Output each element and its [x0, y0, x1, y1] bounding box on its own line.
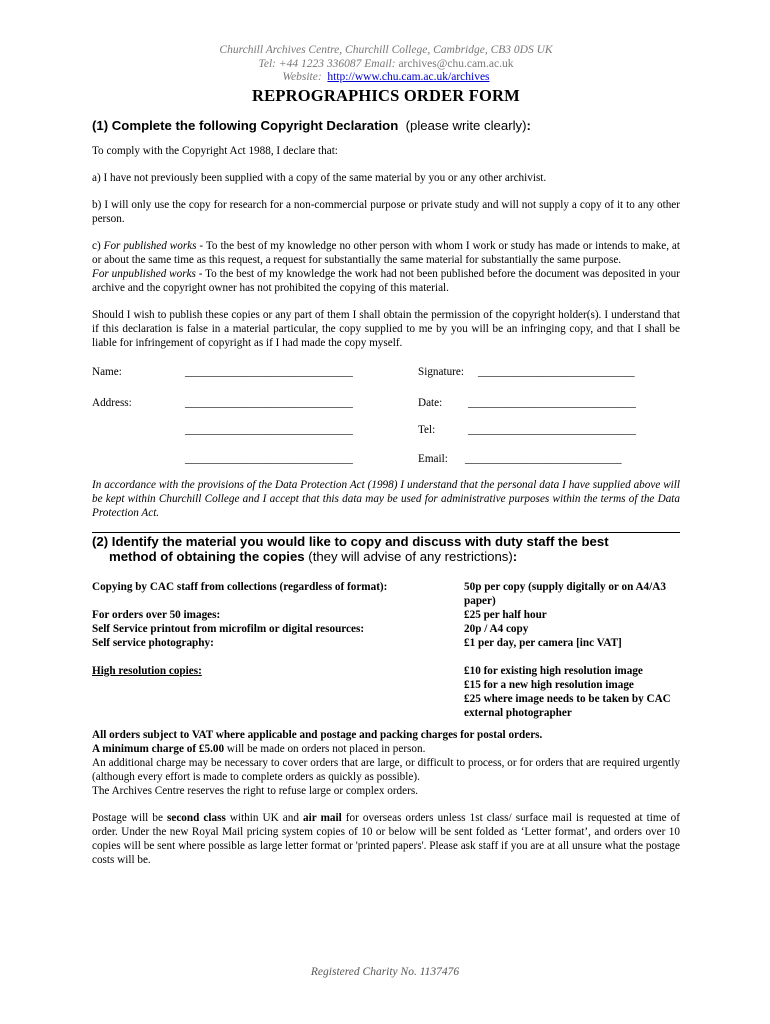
personal-details [92, 365, 680, 471]
declaration-publish: Should I wish to publish these copies or any part of them I shall obtain the permission of the copyright holder(s). I understand that if this declaration is false in a material particular, the copy supplied to me by you will be an infringing copy, and that I shall be liable for infringement of copyright as if I had made the copy myself. [92, 308, 680, 349]
date-label: Date: [418, 396, 443, 409]
website-link[interactable]: http://www.chu.cam.ac.uk/archives [327, 71, 490, 83]
address-field-2[interactable]: ______________________________ [185, 423, 353, 436]
header-contact [92, 58, 680, 72]
hires-label: High resolution copies: [92, 664, 202, 677]
postage-note: Postage will be second class within UK and air mail for overseas orders unless 1st class/ surface mail is requested at time of order. Under the new Royal Mail pricing system copies of 10 or below will be sent folded as ‘Letter format’, and orders over 10 copies will be sent where possible as large letter format or 'printed papers'. Please ask staff if you are at all unsure what the postage costs will be. [92, 811, 680, 866]
data-protection-statement: In accordance with the provisions of the Data Protection Act (1998) I understand that the personal data I have supplied above will be kept within Churchill College and I accept that this data may be used for administrative purposes within the terms of the Data Protection Act. [92, 478, 680, 519]
price-label: Self service photography: [92, 636, 214, 649]
declaration-b: b) I will only use the copy for research for a non-commercial purpose or private study and will not supply a copy of it to any other person. [92, 198, 680, 225]
signature-field[interactable]: ____________________________ [478, 365, 635, 378]
address-label: Address: [92, 396, 132, 409]
hires-price: £25 where image needs to be taken by CAC external photographer [464, 692, 671, 719]
email-field[interactable]: ____________________________ [465, 452, 622, 465]
form-page [92, 44, 680, 867]
signature-label: Signature: [418, 365, 464, 378]
tel-field[interactable]: ______________________________ [468, 423, 636, 436]
price-label: Self Service printout from microfilm or digital resources: [92, 622, 365, 635]
declaration-intro: To comply with the Copyright Act 1988, I declare that: [92, 144, 338, 157]
refuse-note: The Archives Centre reserves the right to refuse large or complex orders. [92, 784, 418, 797]
email-label: Email: [418, 452, 448, 465]
page-title: REPROGRAPHICS ORDER FORM [252, 85, 520, 105]
price-value: 20p / A4 copy [464, 622, 529, 635]
website-label: Website: [282, 71, 322, 83]
price-list [92, 580, 680, 720]
declaration-c: c) For published works - To the best of my knowledge no other person with whom I work or study has made or intends to make, at or about the same time as this request, a request for substantially the same material for substantially the same purpose. [92, 239, 681, 266]
header-email: archives@chu.cam.ac.uk [398, 57, 514, 70]
hires-price: £10 for existing high resolution image [464, 664, 643, 677]
name-label: Name: [92, 365, 122, 378]
tel-label: Tel: [418, 423, 436, 436]
additional-charge: An additional charge may be necessary to cover orders that are large, or difficult to process, or for orders that are required urgently (although every effort is made to complete orders as quickly as possible). [92, 756, 680, 783]
vat-note: All orders subject to VAT where applicable and postage and packing charges for postal orders. [92, 728, 543, 741]
hires-price: £15 for a new high resolution image [464, 678, 634, 691]
section-divider [92, 532, 680, 533]
header-tel: Tel: +44 1223 336087 Email: [258, 57, 396, 70]
order-terms [92, 728, 680, 798]
section2-heading: (2) Identify the material you would like to copy and discuss with duty staff the best method of obtaining the copies (they will advise of any restrictions): [92, 533, 609, 564]
name-field[interactable]: ______________________________ [185, 365, 353, 378]
footer-charity: Registered Charity No. 1137476 [310, 966, 460, 978]
date-field[interactable]: ______________________________ [468, 396, 636, 409]
section1-heading: (1) Complete the following Copyright Declaration (please write clearly): [92, 117, 531, 133]
declaration-a: a) I have not previously been supplied with a copy of the same material by you or any other archivist. [92, 171, 547, 184]
section2-note: (they will advise of any restrictions) [308, 549, 513, 564]
price-value: £1 per day, per camera [inc VAT] [464, 636, 622, 649]
header-address: Churchill Archives Centre, Churchill College, Cambridge, CB3 0DS UK [219, 44, 553, 56]
address-field-3[interactable]: ______________________________ [185, 452, 353, 465]
declaration-unpublished: For unpublished works - To the best of my knowledge the work had not been published before the document was deposited in your archive and the copyright owner has not prohibited the copying of this material. [92, 267, 680, 294]
price-label: For orders over 50 images: [92, 608, 221, 621]
address-field-1[interactable]: ______________________________ [185, 396, 353, 409]
price-value: 50p per copy (supply digitally or on A4/A3 paper) [464, 580, 666, 607]
header-website [92, 71, 680, 85]
minimum-charge: A minimum charge of £5.00 will be made on orders not placed in person. [92, 742, 426, 755]
price-value: £25 per half hour [464, 608, 547, 621]
price-labels [92, 580, 452, 678]
section1-note: (please write clearly) [405, 117, 527, 133]
price-values [464, 580, 680, 720]
price-label: Copying by CAC staff from collections (regardless of format): [92, 580, 388, 593]
